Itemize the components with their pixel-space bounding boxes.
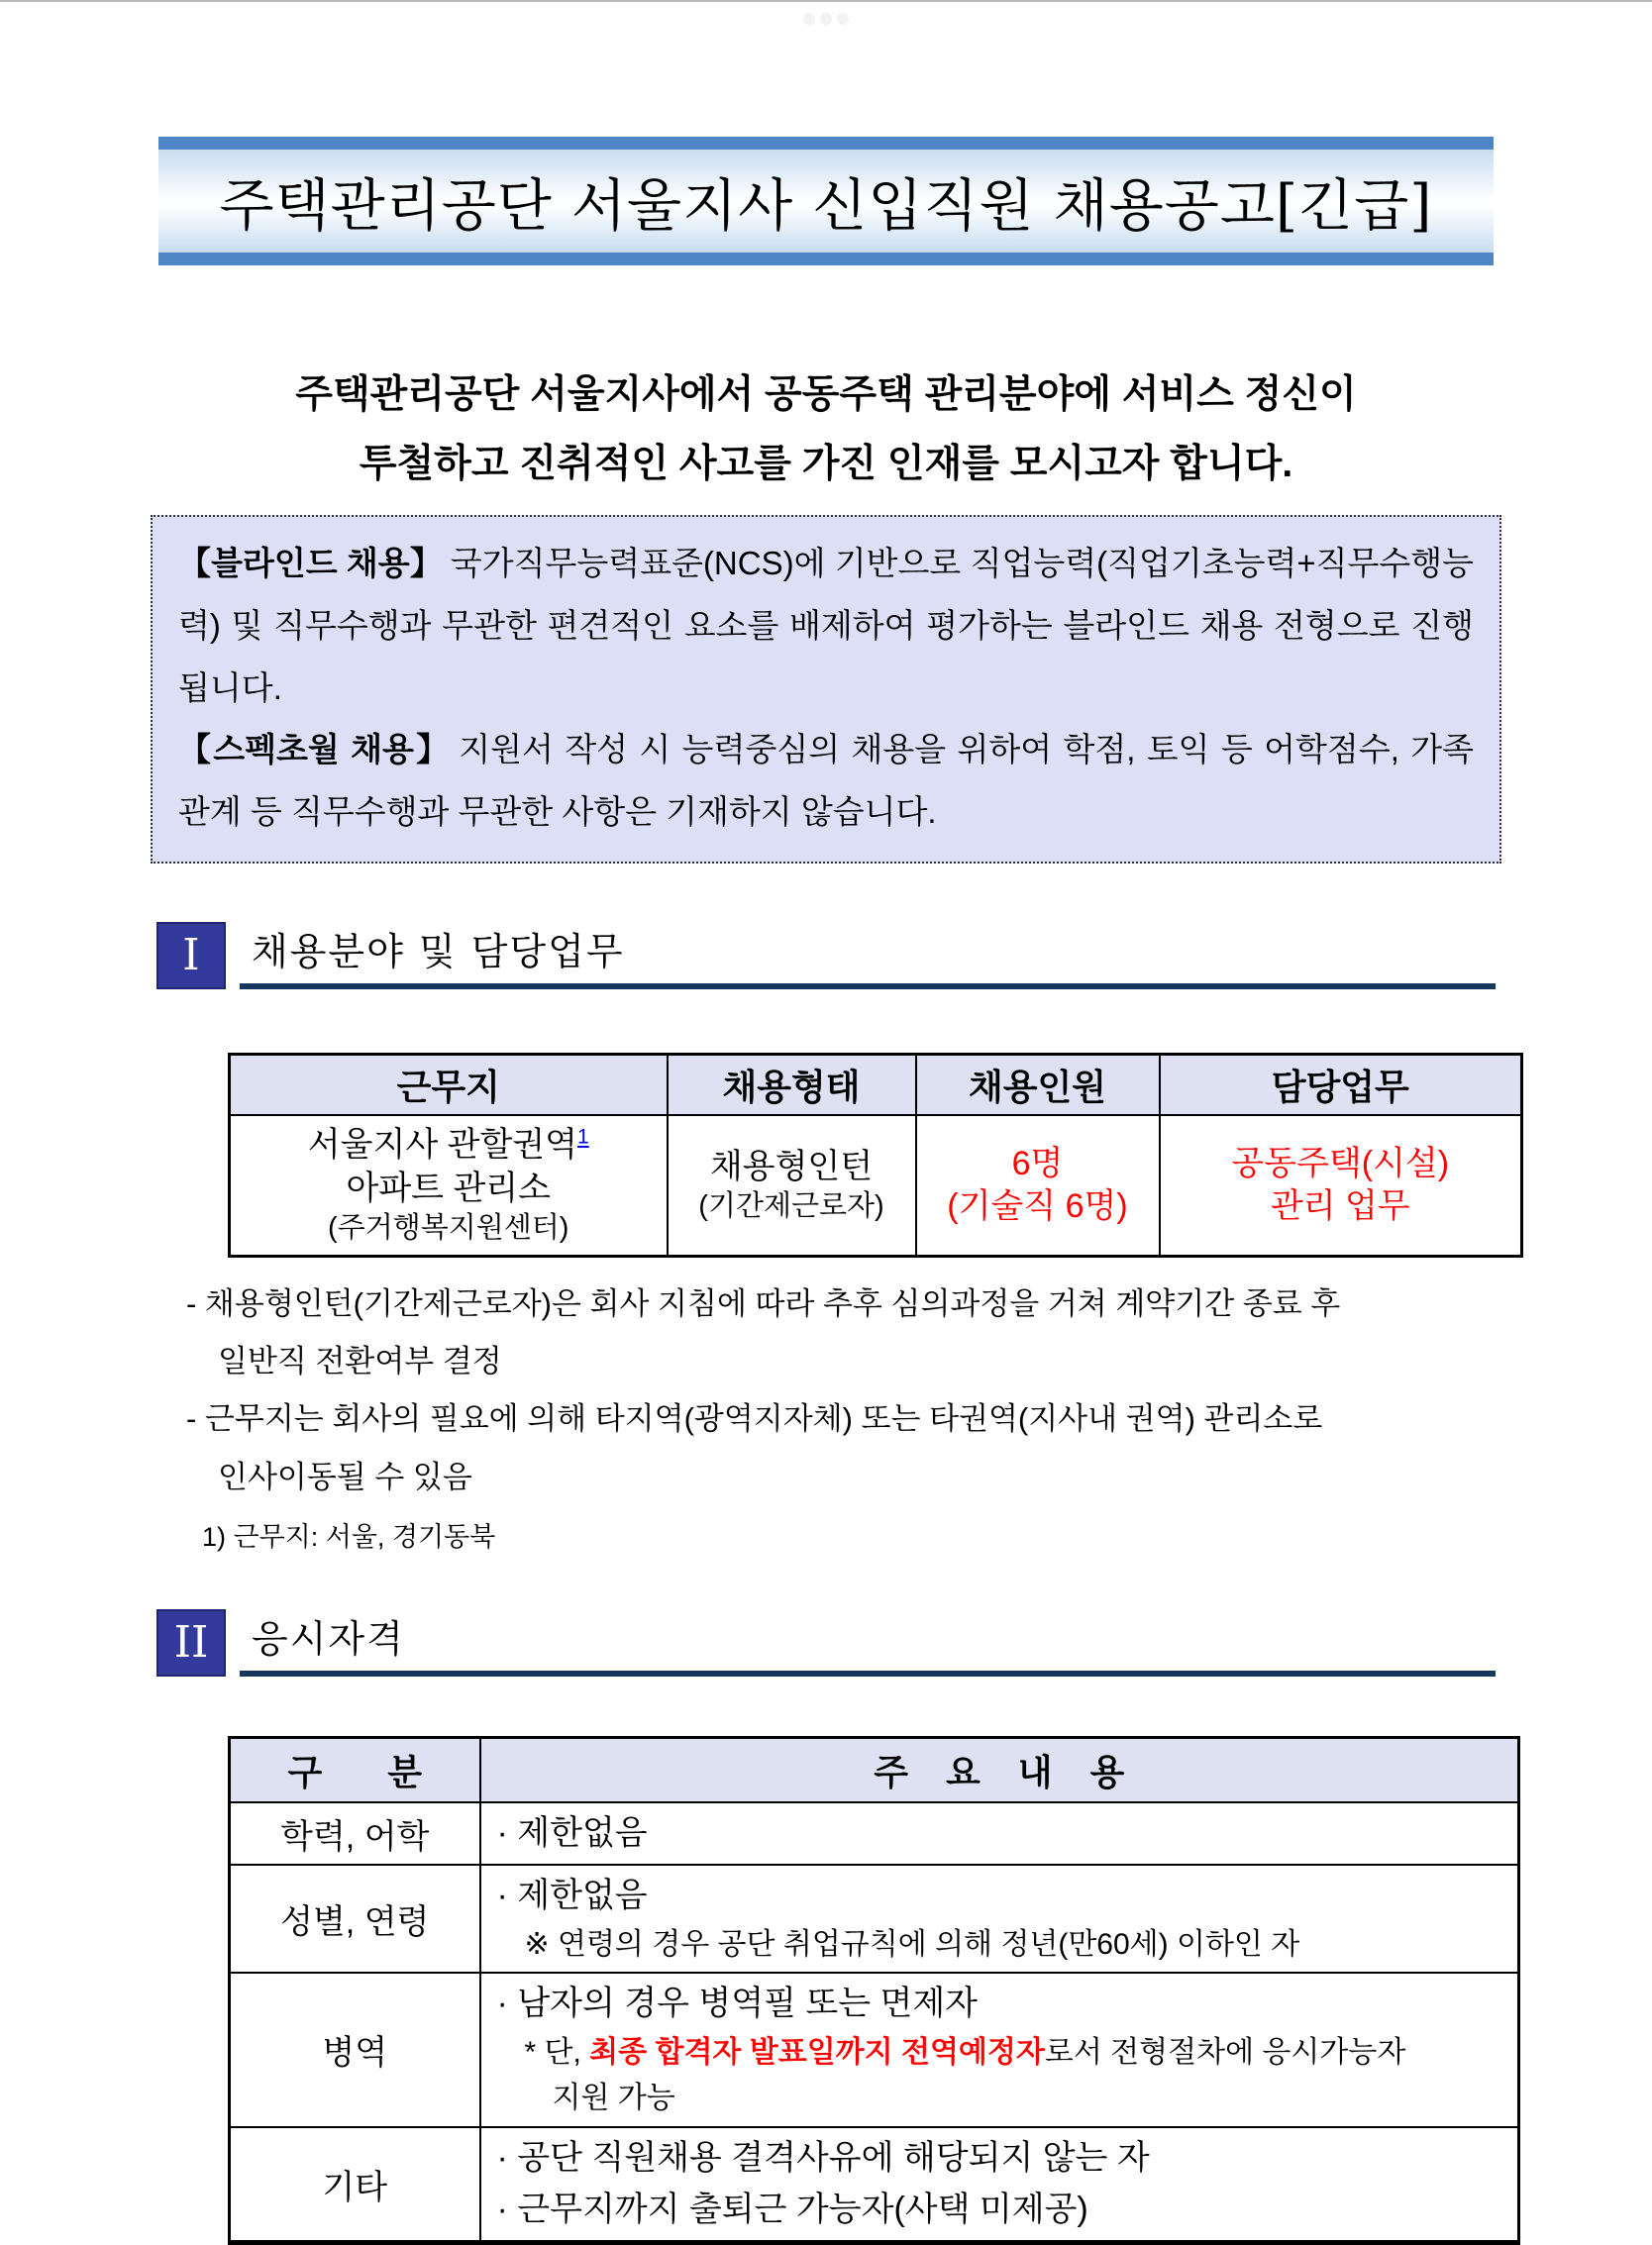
document-title: 주택관리공단 서울지사 신입직원 채용공고[긴급] [219,173,1433,239]
section-1-title: 채용분야 및 담당업무 [252,929,625,973]
notice-label-spec: 【스펙초월 채용】 [178,731,452,768]
content-sub-line: 지원 가능 [552,2082,675,2115]
section-2-title: 응시자격 [252,1616,405,1661]
category-cell: 기타 [230,2127,480,2243]
headcount-line-2: (기술직 6명) [947,1187,1128,1226]
category-cell: 병역 [230,1973,480,2127]
page-top-divider [0,0,1652,2]
notice-text-spec: 지원서 작성 시 능력중심의 채용을 위하여 학점, 토익 등 어학점수, 가족관계 등 직무수행과 무관한 사항은 기재하지 않습니다. [178,731,1474,831]
header-employment-type: 채용형태 [668,1054,916,1115]
workplace-line-2: 아파트 관리소 [346,1169,551,1207]
dot-icon [837,13,849,25]
table-header-row [230,1054,1522,1115]
table-row-etc [230,2127,1519,2243]
intro-text [0,360,1652,499]
section-1-rule [240,983,1496,989]
content-cell [480,1802,1519,1865]
header-duty: 담당업무 [1160,1054,1522,1115]
note-line-continued: 일반직 전환여부 결정 [218,1344,502,1379]
section-2-numeral: II [156,1609,226,1677]
highlighted-condition: 최종 합격자 발표일까지 전역예정자 [589,2035,1045,2069]
section-heading-2 [156,1608,1496,1677]
table-notes [186,1276,1652,1563]
notice-item-blind [178,533,1474,719]
dot-icon [820,13,832,25]
table-header-row [230,1737,1519,1802]
notice-text-blind: 국가직무능력표준(NCS)에 기반으로 직업능력(직업기초능력+직무수행능력) 및 직무수행과 무관한 편견적인 요소를 배제하여 평가하는 블라인드 채용 전형으로 진행됩니다. [178,545,1474,706]
content-line: · 제한없음 [496,1876,648,1914]
workplace-line-1: 서울지사 관할권역$^1$ [307,1125,589,1164]
table-row-military [230,1973,1519,2127]
duty-line-1: 공동주택(시설) [1231,1144,1450,1182]
intro-line-2: 투철하고 진취적인 사고를 가진 인재를 모시고자 합니다. [359,443,1293,486]
notice-label-blind: 【블라인드 채용】 [178,545,443,582]
category-cell: 성별, 연령 [230,1865,480,1973]
title-banner [158,137,1494,265]
recruitment-field-table [228,1053,1523,1258]
window-dots-icon [803,13,849,25]
recruitment-notice-box [151,515,1501,863]
content-sub-line: * 단, 최종 합격자 발표일까지 전역예정자로서 전형절차에 응시가능자 [524,2035,1406,2069]
headcount-line-1: 6명 [1011,1144,1064,1182]
content-line: · 남자의 경우 병역필 또는 면제자 [496,1985,979,2022]
table-row-gender-age [230,1865,1519,1973]
workplace-line-3: (주거행복지원센터) [328,1212,569,1245]
employment-type-line-2: (기간제근로자) [698,1190,884,1223]
content-sub-line: ※ 연령의 경우 공단 취업규칙에 의해 정년(만60세) 이하인 자 [524,1927,1300,1961]
section-heading-1 [156,921,1496,989]
eligibility-table [228,1736,1520,2245]
section-1-title-block [240,921,1496,989]
content-line: · 근무지까지 출퇴근 가능자(사택 미제공) [496,2191,1088,2229]
content-cell [480,1973,1519,2127]
header-headcount: 채용인원 [916,1054,1160,1115]
content-line: · 제한없음 [496,1814,648,1853]
headcount-cell [916,1115,1160,1256]
footnote-ref-1: 1 [576,1125,589,1149]
section-1-numeral: I [156,922,226,989]
dot-icon [803,13,815,25]
employment-type-cell [668,1115,916,1256]
content-cell [480,1865,1519,1973]
header-category: 구 분 [230,1737,480,1802]
employment-type-line-1: 채용형인턴 [709,1147,874,1185]
footnote-line: 1) 근무지: 서울, 경기동북 [202,1521,496,1552]
header-workplace: 근무지 [230,1054,668,1115]
table-row [230,1115,1522,1256]
duty-line-2: 관리 업무 [1270,1187,1410,1226]
note-line: - 근무지는 회사의 필요에 의해 타지역(광역지자체) 또는 타권역(지사내 권역) 관리소로 [186,1401,1323,1437]
section-2-title-block [240,1608,1496,1677]
intro-line-1: 주택관리공단 서울지사에서 공동주택 관리분야에 서비스 정신이 [295,373,1357,416]
section-2-rule [240,1671,1496,1677]
workplace-cell [230,1115,668,1256]
header-main-content: 주 요 내 용 [480,1737,1519,1802]
duty-cell [1160,1115,1522,1256]
category-cell: 학력, 어학 [230,1802,480,1865]
note-line-continued: 인사이동될 수 있음 [218,1459,472,1494]
notice-item-spec [178,719,1474,843]
content-cell [480,2127,1519,2243]
note-line: - 채용형인턴(기간제근로자)은 회사 지침에 따라 추후 심의과정을 거쳐 계약기간 종료 후 [186,1285,1341,1321]
table-row-education [230,1802,1519,1865]
content-line: · 공단 직원채용 결격사유에 해당되지 않는 자 [496,2138,1150,2177]
